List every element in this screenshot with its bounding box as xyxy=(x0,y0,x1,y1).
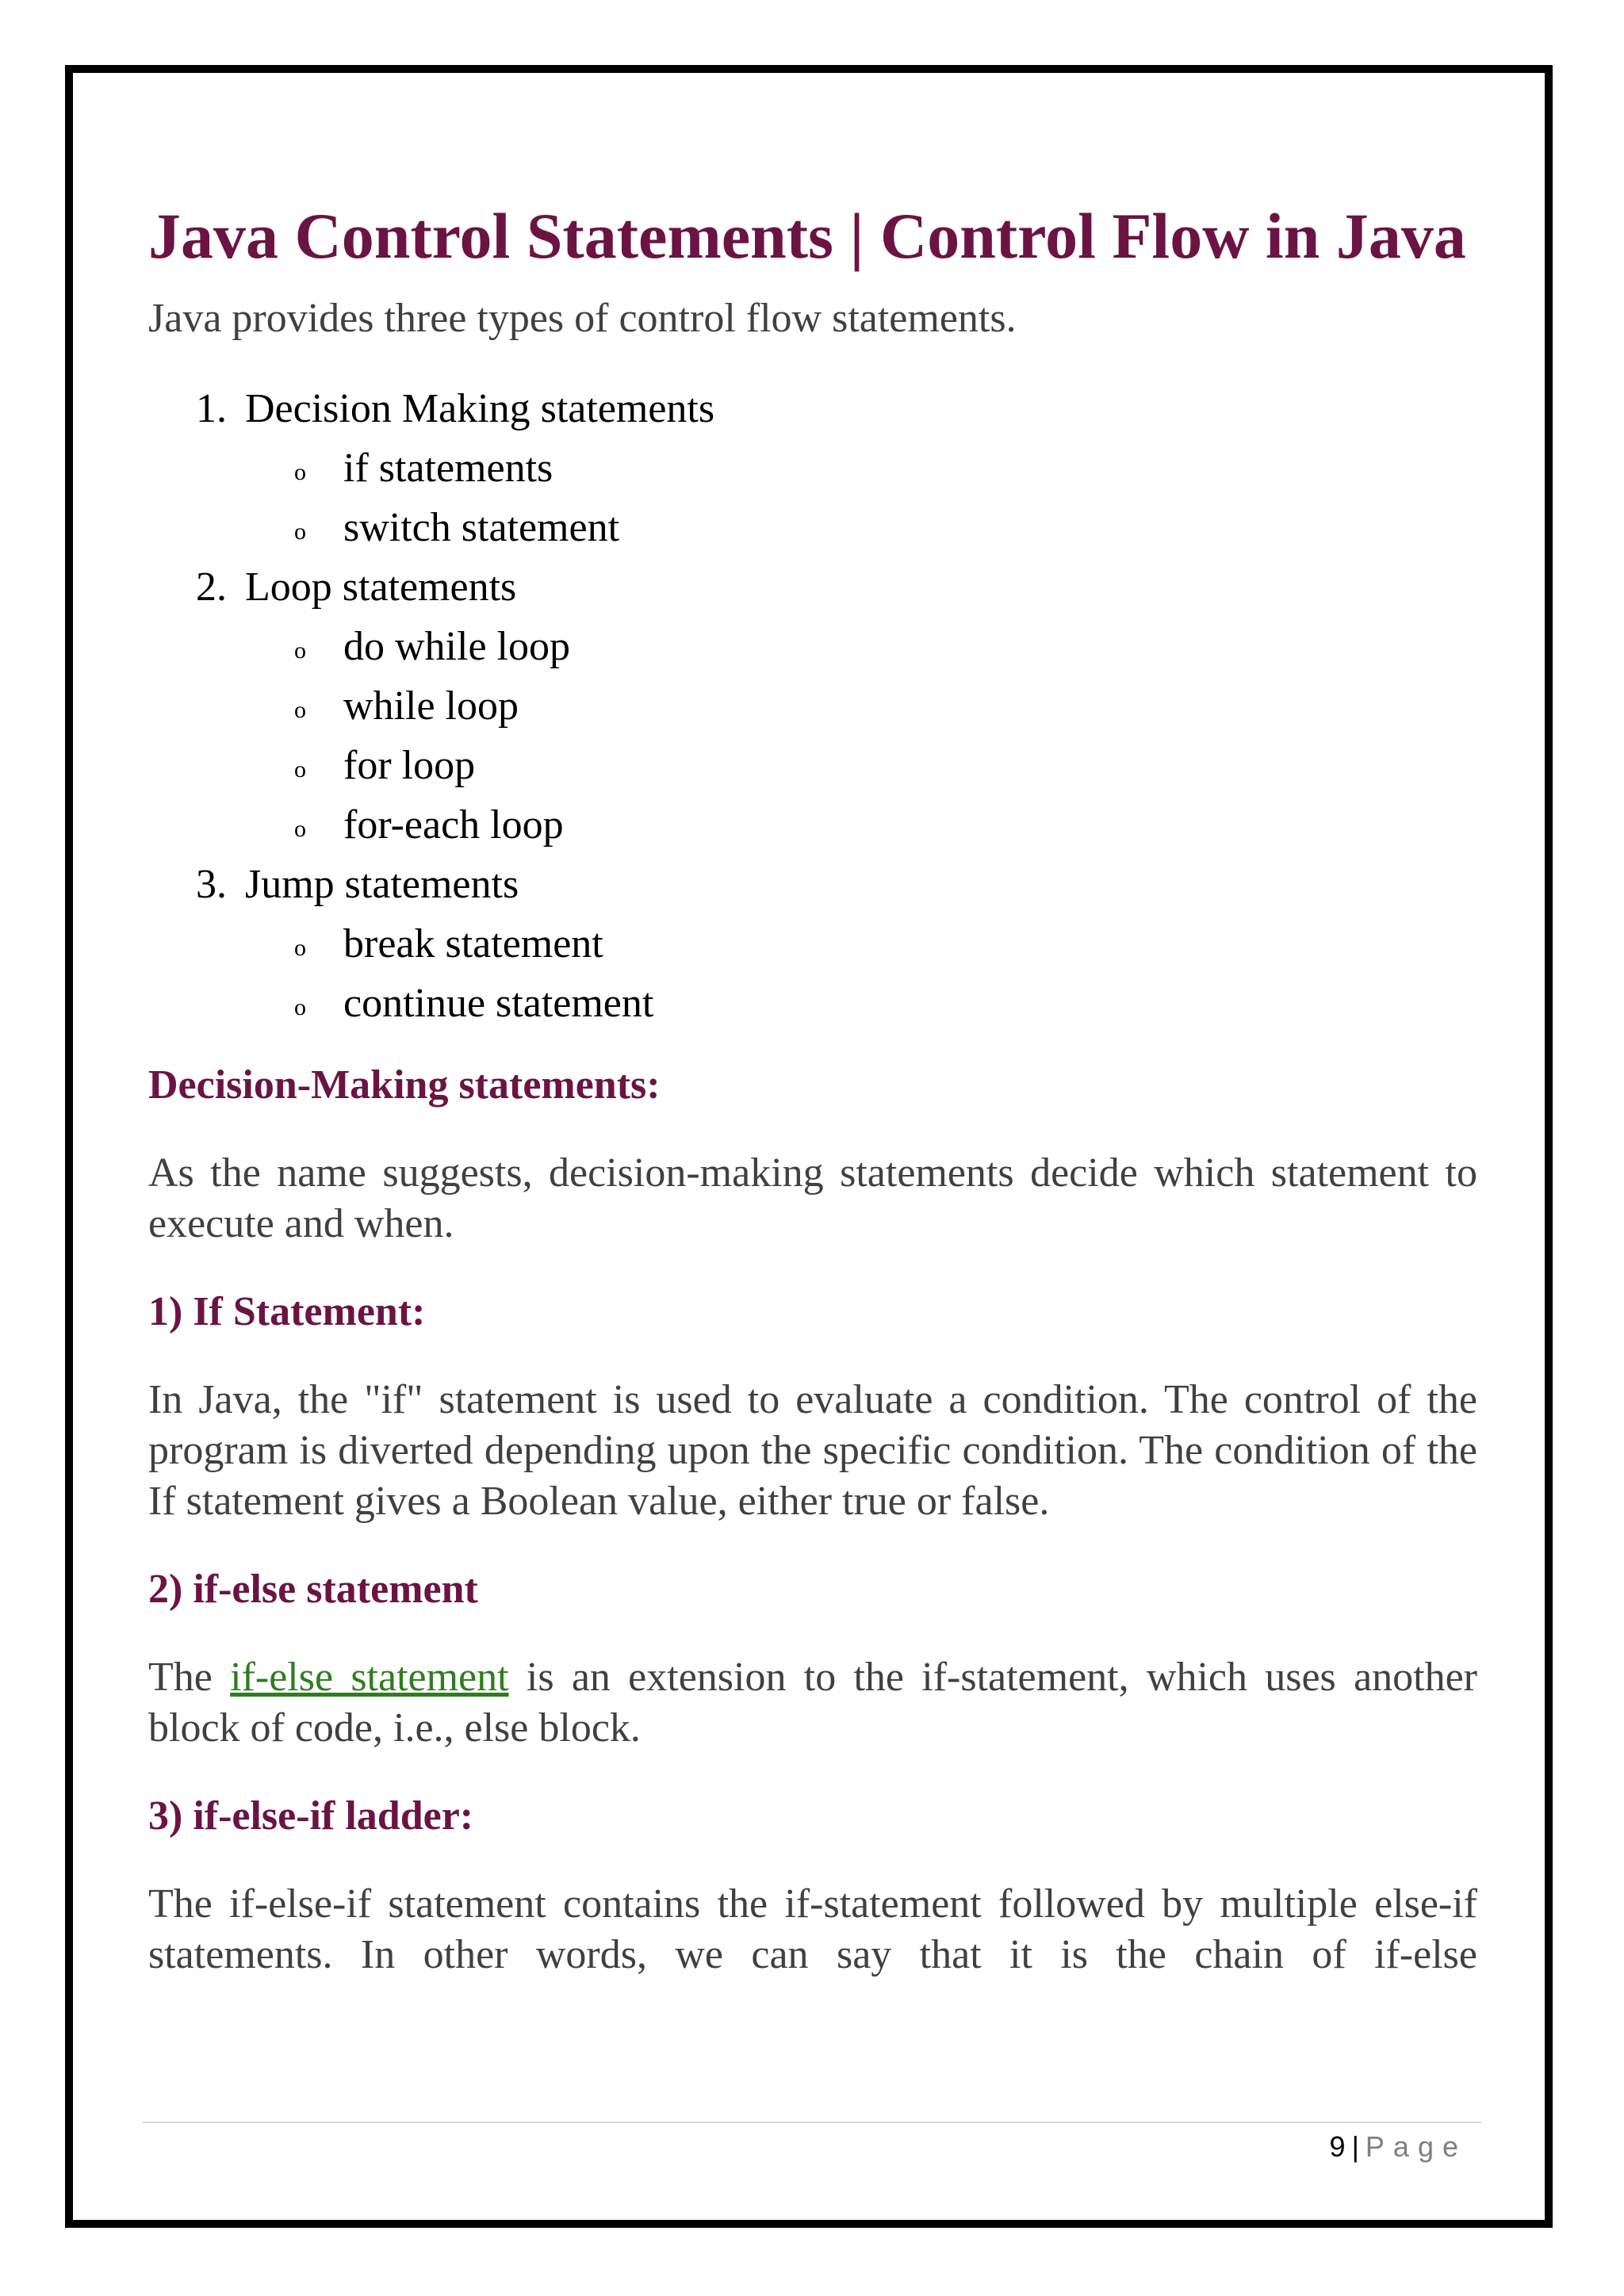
list-number: 3. xyxy=(196,862,227,907)
section-heading-decision-making: Decision-Making statements: xyxy=(148,1062,661,1108)
circle-bullet-icon: o xyxy=(294,756,306,783)
control-statements-list xyxy=(148,379,1477,1033)
section-heading-if-else-if-ladder: 3) if-else-if ladder: xyxy=(148,1793,474,1839)
page-label: Page xyxy=(1365,2130,1467,2163)
circle-bullet-icon: o xyxy=(294,697,306,723)
sub-list-item xyxy=(148,736,1477,795)
page-number: 9 xyxy=(1329,2130,1346,2163)
sub-list-item xyxy=(148,914,1477,974)
footer-separator: | xyxy=(1351,2130,1359,2163)
list-item-jump xyxy=(148,855,1477,1033)
sub-item-label: while loop xyxy=(343,683,519,729)
if-else-text-after: is an extension to the if-statement, which uses another block of code, i.e., else block. xyxy=(148,1655,1477,1751)
page-footer xyxy=(1330,2130,1467,2164)
sub-list-item xyxy=(148,795,1477,855)
circle-bullet-icon: o xyxy=(294,994,306,1020)
circle-bullet-icon: o xyxy=(294,459,306,485)
circle-bullet-icon: o xyxy=(294,935,306,961)
document-content xyxy=(148,198,1477,1980)
circle-bullet-icon: o xyxy=(294,816,306,842)
section-heading-if-statement: 1) If Statement: xyxy=(148,1289,426,1334)
sub-list xyxy=(148,914,1477,1033)
list-item-loop xyxy=(148,557,1477,855)
page-title: Java Control Statements | Control Flow in Java xyxy=(148,200,1466,272)
if-else-if-ladder-paragraph: The if-else-if statement contains the if-statement followed by multiple else-if statements. In other words, we can say that it is the chain of if-else xyxy=(148,1881,1477,1977)
sub-list-item xyxy=(148,974,1477,1033)
list-item-label: Jump statements xyxy=(245,862,519,907)
sub-item-label: switch statement xyxy=(343,505,620,550)
sub-item-label: continue statement xyxy=(343,981,654,1026)
list-item-decision-making xyxy=(148,379,1477,557)
list-item-label: Decision Making statements xyxy=(245,386,715,431)
sub-item-label: break statement xyxy=(343,921,603,966)
circle-bullet-icon: o xyxy=(294,637,306,664)
sub-item-label: do while loop xyxy=(343,624,570,669)
sub-item-label: for-each loop xyxy=(343,802,564,848)
sub-item-label: if statements xyxy=(343,446,553,491)
sub-item-label: for loop xyxy=(343,743,476,788)
sub-list xyxy=(148,617,1477,855)
list-number: 1. xyxy=(196,386,227,431)
sub-list-item xyxy=(148,438,1477,498)
list-item-label: Loop statements xyxy=(245,564,517,610)
list-number: 2. xyxy=(196,564,227,610)
decision-making-paragraph: As the name suggests, decision-making statements decide which statement to execute and when. xyxy=(148,1150,1477,1246)
footer-divider xyxy=(143,2122,1481,2123)
if-else-paragraph xyxy=(148,1652,1477,1754)
if-else-text-before: The xyxy=(148,1655,231,1700)
if-else-statement-link[interactable]: if-else statement xyxy=(230,1655,509,1700)
circle-bullet-icon: o xyxy=(294,519,306,545)
intro-paragraph: Java provides three types of control flow statements. xyxy=(148,296,1017,341)
sub-list xyxy=(148,438,1477,557)
sub-list-item xyxy=(148,498,1477,557)
sub-list-item xyxy=(148,676,1477,736)
if-statement-paragraph: In Java, the "if" statement is used to evaluate a condition. The control of the program is diverted depending upon the specific condition. The condition of the If statement gives a Boolean value, either true or false. xyxy=(148,1377,1477,1524)
section-heading-if-else: 2) if-else statement xyxy=(148,1567,478,1612)
sub-list-item xyxy=(148,617,1477,676)
